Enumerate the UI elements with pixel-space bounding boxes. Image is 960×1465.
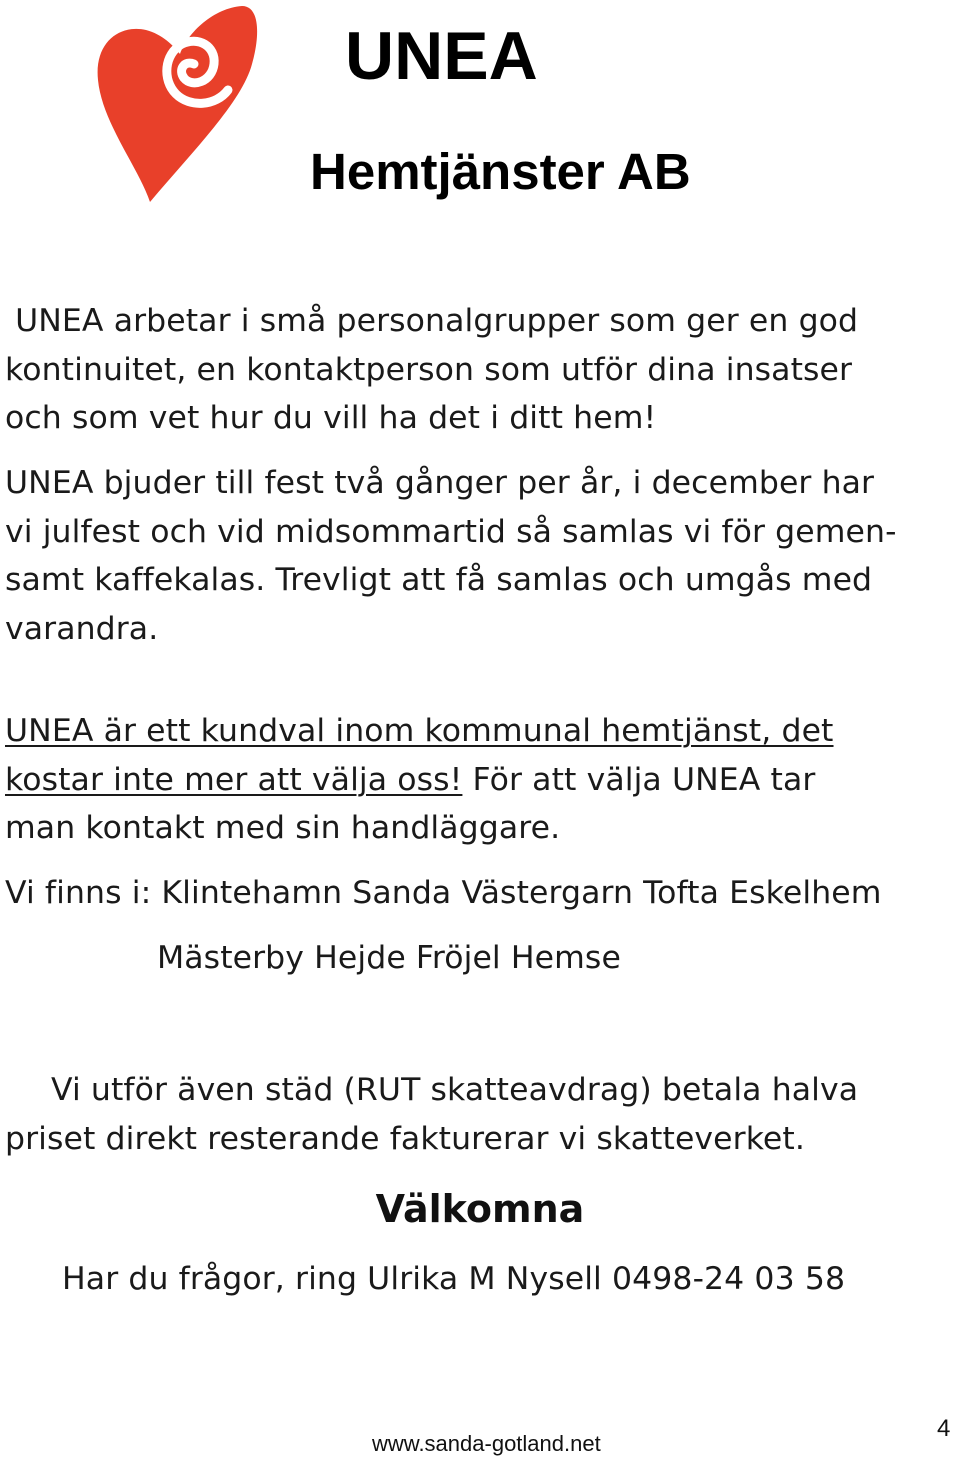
locations-line-1: Vi finns i: Klintehamn Sanda Västergarn Tofta Eskelhem: [5, 875, 882, 911]
intro-paragraph: [5, 297, 955, 443]
cleaning-line: Vi utför även städ (RUT skatteavdrag) betala halva: [51, 1072, 859, 1108]
cleaning-line: priset direkt resterande fakturerar vi skatteverket.: [5, 1120, 805, 1157]
choice-line-underlined: UNEA är ett kundval inom kommunal hemtjänst, det: [5, 713, 834, 749]
intro-line: kontinuitet, en kontaktperson som utför dina insatser: [5, 351, 853, 388]
choice-line: [5, 756, 955, 805]
unea-heart-logo: [92, 2, 260, 207]
footer-website-link[interactable]: www.sanda-gotland.net: [372, 1431, 601, 1456]
contact-line: Har du frågor, ring Ulrika M Nysell 0498-24 03 58: [62, 1261, 846, 1297]
party-line: varandra.: [5, 610, 159, 647]
choice-line: man kontakt med sin handläggare.: [5, 810, 561, 846]
company-subtitle: Hemtjänster AB: [310, 143, 691, 200]
page-number: 4: [937, 1415, 951, 1442]
party-line: UNEA bjuder till fest två gånger per år, i december har: [5, 465, 875, 501]
choice-highlight: kostar inte mer att välja oss!: [5, 761, 463, 798]
cleaning-paragraph: [5, 1066, 955, 1163]
heart-icon: [98, 6, 258, 202]
company-name: UNEA: [345, 18, 538, 94]
intro-line: och som vet hur du vill ha det i ditt hem!: [5, 400, 657, 436]
party-line: samt kaffekalas. Trevligt att få samlas och umgås med: [5, 562, 873, 598]
welcome-heading: Välkomna: [375, 1187, 585, 1231]
intro-line: UNEA arbetar i små personalgrupper som ger en god: [5, 303, 859, 339]
choice-paragraph: [5, 707, 955, 853]
party-line: vi julfest och vid midsommartid så samlas vi för gemen-: [5, 513, 897, 550]
locations-line-2: Mästerby Hejde Fröjel Hemse: [157, 940, 621, 976]
choice-line-rest: För att välja UNEA tar: [462, 761, 816, 798]
party-paragraph: [5, 459, 955, 653]
